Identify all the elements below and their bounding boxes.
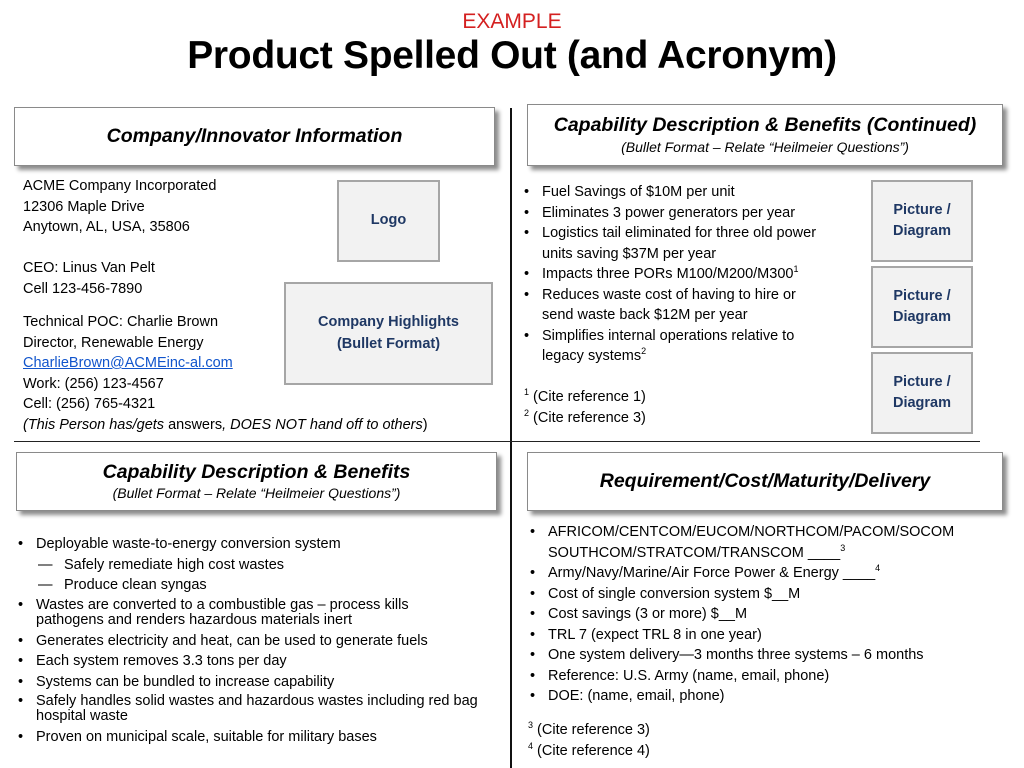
list-item: • Eliminates 3 power generators per year: [522, 203, 862, 224]
company-address: [23, 176, 216, 238]
list-item: • Cost savings (3 or more) $__M: [528, 604, 988, 625]
capability-continued-subtitle: (Bullet Format – Relate “Heilmeier Questions”): [621, 138, 909, 155]
list-item: • Deployable waste-to-energy conversion system: [16, 534, 508, 555]
capability-continued-list: [522, 182, 862, 367]
list-item: • Impacts three PORs $M100/M200/M300^1$: [522, 264, 862, 285]
reference-3: $^3$ (Cite reference 3): [528, 720, 650, 738]
vertical-divider: [510, 108, 512, 768]
poc-cell-phone: Cell: (256) 765-4321: [23, 396, 156, 412]
capability-list: [16, 534, 508, 748]
picture-diagram-1: Picture / Diagram: [871, 180, 973, 262]
capability-continued-refs: [524, 387, 646, 428]
ceo-cell: Cell 123-456-7890: [23, 280, 143, 297]
list-item: • Reference: U.S. Army (name, email, phone): [528, 666, 988, 687]
picture-diagram-2: Picture / Diagram: [871, 266, 973, 348]
logo-placeholder: [337, 180, 440, 262]
list-item: • Army/Navy/Marine/Air Force Power & Energy ____$^4$: [528, 563, 988, 584]
picture-diagram-3: Picture / Diagram: [871, 352, 973, 434]
list-item: • Safely handles solid wastes and hazardous wastes including red bag hospital waste: [16, 694, 508, 724]
poc-title: Director, Renewable Energy: [23, 334, 204, 351]
capability-continued-title: Capability Description & Benefits (Continued): [553, 114, 977, 137]
requirements-title: Requirement/Cost/Maturity/Delivery: [599, 469, 931, 492]
logo-label: Logo: [370, 212, 407, 229]
company-name: ACME Company Incorporated: [23, 178, 217, 194]
capability-header-box: [16, 452, 497, 511]
company-city: Anytown, AL, USA, 35806: [23, 219, 190, 235]
list-item: • AFRICOM/CENTCOM/EUCOM/NORTHCOM/PACOM/SOCOM SOUTHCOM/STRATCOM/TRANSCOM ____$^3$: [528, 522, 988, 563]
list-item: • Reduces waste cost of having to hire or send waste back $12M per year: [522, 285, 862, 326]
list-item: • One system delivery—3 months three systems – 6 months: [528, 645, 988, 666]
example-label: EXAMPLE: [462, 10, 562, 33]
list-item: • Systems can be bundled to increase capability: [16, 672, 508, 693]
poc-email-link[interactable]: CharlieBrown@ACMEinc-al.com: [23, 355, 233, 371]
list-item: • Simplifies internal operations relative to legacy systems$^2$: [522, 326, 862, 367]
capability-subtitle: (Bullet Format – Relate “Heilmeier Questions”): [112, 485, 401, 502]
reference-4: $^4$ (Cite reference 4): [528, 740, 650, 759]
capability-title: Capability Description & Benefits: [102, 460, 411, 483]
horizontal-divider: [14, 441, 980, 442]
highlights-label-1: Company Highlights: [318, 314, 459, 331]
list-item: — Safely remediate high cost wastes: [16, 555, 508, 576]
highlights-label-2: (Bullet Format): [336, 335, 441, 352]
capability-continued-header-box: [527, 104, 1003, 166]
list-item: • Generates electricity and heat, can be used to generate fuels: [16, 631, 508, 652]
company-highlights-box: [284, 282, 493, 385]
reference-1: $^1$ (Cite reference 1): [524, 387, 646, 405]
company-header-box: [14, 107, 495, 166]
ceo-name: CEO: Linus Van Pelt: [23, 260, 155, 276]
list-item: • DOE: (name, email, phone): [528, 686, 988, 707]
requirements-refs: [528, 720, 650, 761]
requirements-header-box: [527, 452, 1003, 511]
list-item: • Cost of single conversion system $__M: [528, 584, 988, 605]
list-item: • TRL 7 (expect TRL 8 in one year): [528, 625, 988, 646]
poc-name: Technical POC: Charlie Brown: [23, 314, 219, 330]
poc-note: (This Person has/gets answers, DOES NOT hand off to others): [23, 416, 428, 433]
requirements-list: [528, 522, 988, 707]
list-item: • Wastes are converted to a combustible gas – process kills pathogens and renders hazardous materials inert: [16, 598, 508, 628]
list-item: — Produce clean syngas: [16, 575, 508, 596]
company-header-title: Company/Innovator Information: [106, 124, 403, 147]
list-item: • Fuel Savings of $10M per unit: [522, 182, 862, 203]
ceo-info: [23, 258, 155, 299]
reference-2: $^2$ (Cite reference 3): [524, 407, 646, 426]
page-title: Product Spelled Out (and Acronym): [187, 34, 837, 77]
list-item: • Proven on municipal scale, suitable for military bases: [16, 727, 508, 748]
company-street: 12306 Maple Drive: [23, 198, 145, 215]
poc-work-phone: Work: (256) 123-4567: [23, 375, 164, 392]
list-item: • Logistics tail eliminated for three old power units saving $37M per year: [522, 223, 862, 264]
list-item: • Each system removes 3.3 tons per day: [16, 651, 508, 672]
